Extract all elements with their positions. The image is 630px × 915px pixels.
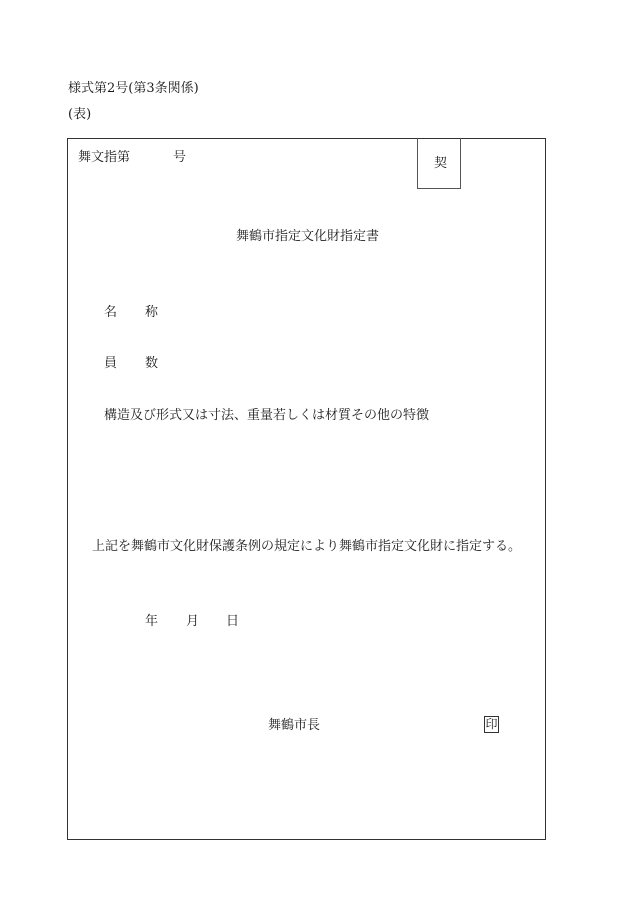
form-frame	[67, 138, 546, 840]
issuer-label: 舞鶴市長	[268, 718, 321, 733]
seal-mark: 印	[485, 717, 498, 731]
date-year-label: 年	[145, 614, 159, 629]
count-label-char-2: 数	[145, 356, 159, 371]
form-number: 様式第2号(第3条関係)	[68, 81, 199, 96]
designation-statement: 上記を舞鶴市文化財保護条例の規定により舞鶴市指定文化財に指定する。	[92, 539, 522, 554]
name-label-char-1: 名	[104, 305, 118, 320]
seal-box-text: 契	[434, 156, 448, 171]
name-label-char-2: 称	[145, 305, 159, 320]
date-day-label: 日	[226, 614, 240, 629]
structure-label: 構造及び形式又は寸法、重量若しくは材質その他の特徴	[104, 408, 430, 423]
document-title: 舞鶴市指定文化財指定書	[235, 229, 379, 244]
seal-box	[417, 138, 461, 189]
doc-number-prefix: 舞文指第	[78, 150, 131, 165]
date-month-label: 月	[186, 614, 200, 629]
count-label-char-1: 員	[104, 356, 118, 371]
side-label: (表)	[68, 107, 92, 122]
doc-number-suffix: 号	[173, 150, 187, 165]
